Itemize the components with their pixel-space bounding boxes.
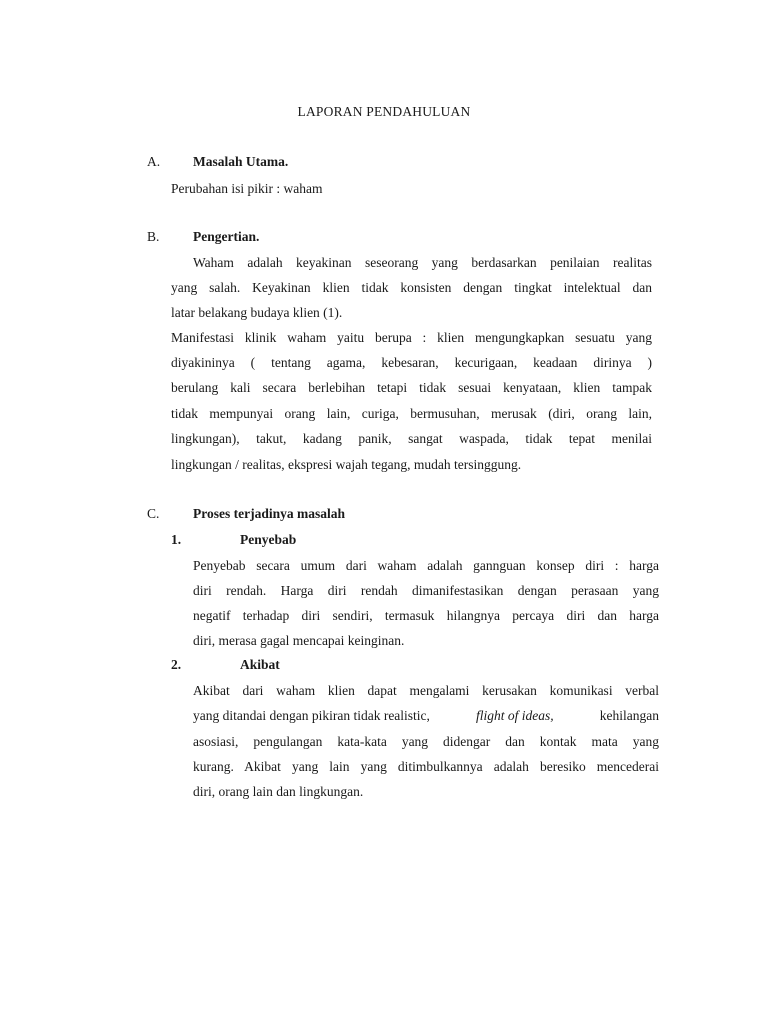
paragraph-line: lingkungan), takut, kadang panik, sangat waspada, tidak tepat menilai	[171, 431, 652, 446]
subsection-1-heading: Penyebab	[240, 532, 297, 547]
section-b-heading: Pengertian.	[193, 229, 260, 244]
paragraph-line: diyakininya ( tentang agama, kebesaran, kecurigaan, keadaan dirinya )	[171, 355, 652, 370]
paragraph-line: Waham adalah keyakinan seseorang yang berdasarkan penilaian realitas	[193, 255, 652, 270]
section-a-heading: Masalah Utama.	[193, 154, 289, 169]
text-segment: kehilangan	[599, 708, 659, 723]
paragraph-line: Penyebab secara umum dari waham adalah gannguan konsep diri : harga	[193, 558, 659, 573]
paragraph-line: negatif terhadap diri sendiri, termasuk hilangnya percaya diri dan harga	[193, 608, 659, 623]
section-c-marker: C.	[147, 506, 160, 521]
paragraph-line: kurang. Akibat yang lain yang ditimbulkannya adalah beresiko mencederai	[193, 759, 659, 774]
paragraph-line: diri, orang lain dan lingkungan.	[193, 784, 364, 799]
page-title: LAPORAN PENDAHULUAN	[297, 104, 471, 119]
subsection-2-marker: 2.	[171, 657, 182, 672]
paragraph-line: Manifestasi klinik waham yaitu berupa : klien mengungkapkan sesuatu yang	[171, 330, 652, 345]
paragraph-line: yang salah. Keyakinan klien tidak konsisten dengan tingkat intelektual dan	[171, 280, 652, 295]
paragraph-line: asosiasi, pengulangan kata-kata yang didengar dan kontak mata yang	[193, 734, 659, 749]
paragraph-line: diri rendah. Harga diri rendah dimanifestasikan dengan perasaan yang	[193, 583, 659, 598]
section-a-body: Perubahan isi pikir : waham	[171, 181, 323, 196]
paragraph-line	[193, 707, 659, 725]
paragraph-line: lingkungan / realitas, ekspresi wajah tegang, mudah tersinggung.	[171, 457, 522, 472]
paragraph-line: Akibat dari waham klien dapat mengalami kerusakan komunikasi verbal	[193, 683, 659, 698]
text-segment: yang ditandai dengan pikiran tidak realistic,	[193, 708, 430, 723]
paragraph-line: tidak mempunyai orang lain, curiga, bermusuhan, merusak (diri, orang lain,	[171, 406, 652, 421]
italic-term: flight of ideas,	[476, 708, 554, 723]
subsection-2-heading: Akibat	[240, 657, 280, 672]
section-a-marker: A.	[147, 154, 161, 169]
subsection-1-marker: 1.	[171, 532, 182, 547]
paragraph-line: diri, merasa gagal mencapai keinginan.	[193, 633, 405, 648]
paragraph-line: latar belakang budaya klien (1).	[171, 305, 343, 320]
section-b-marker: B.	[147, 229, 160, 244]
paragraph-line: berulang kali secara berlebihan tetapi tidak sesuai kenyataan, klien tampak	[171, 380, 652, 395]
section-c-heading: Proses terjadinya masalah	[193, 506, 345, 521]
